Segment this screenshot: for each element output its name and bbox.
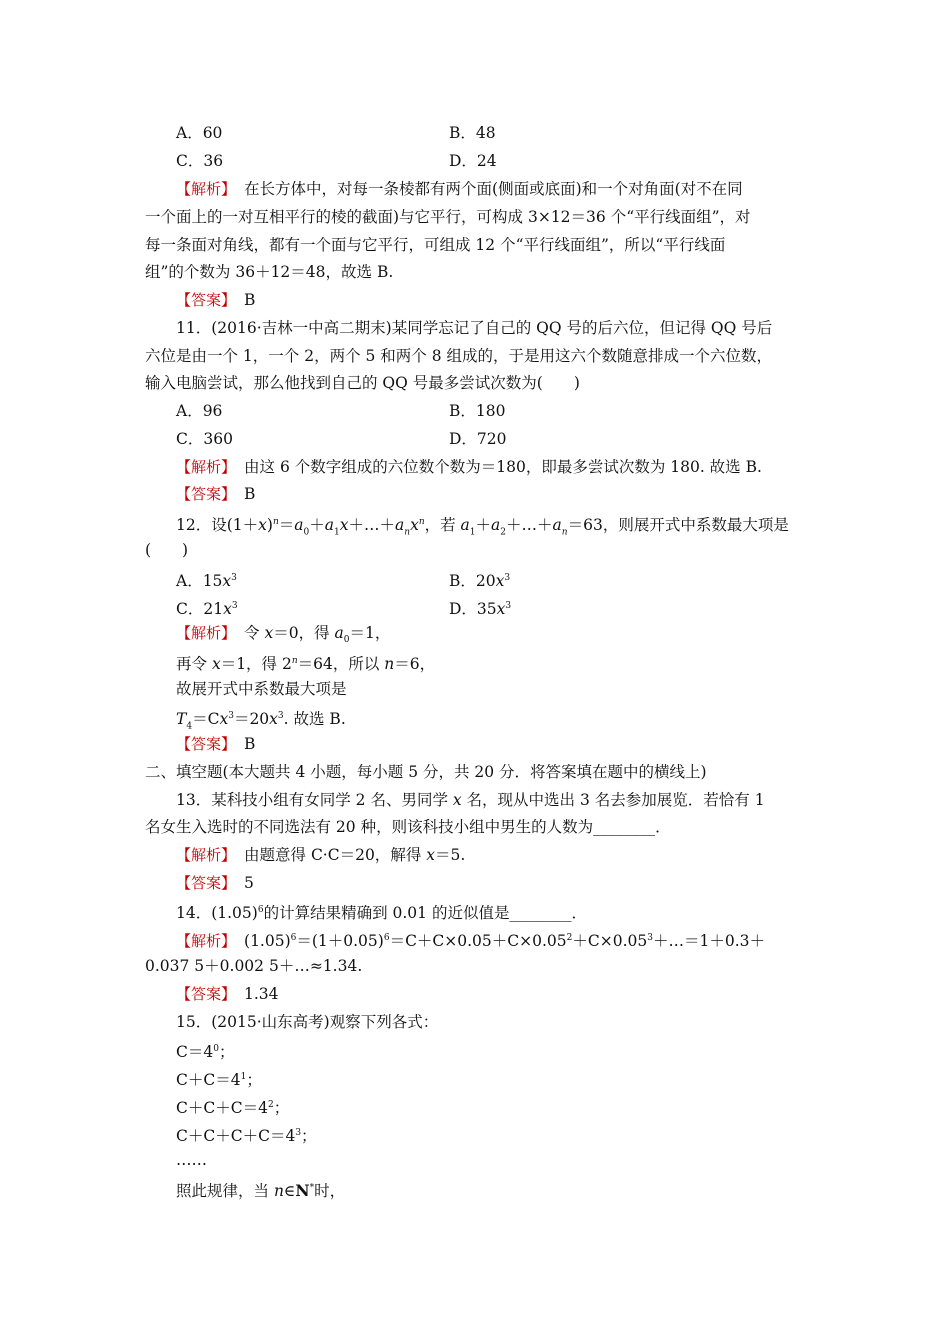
formula-line: $C+C+C=4^2$；	[176, 1099, 290, 1118]
question-stem: 六位是由一个 1，一个 2，两个 5 和两个 8 组成的，于是用这六个数随意排成一个六位数，	[145, 347, 773, 365]
analysis-tag: 【解析】	[176, 846, 229, 864]
analysis-tag: 【解析】	[176, 624, 229, 642]
analysis-line: 一个面上的一对互相平行的棱的截面)与它平行，可构成 3×12＝36 个“平行线面组”，对	[145, 208, 751, 226]
option-a: A．60	[176, 124, 223, 142]
option-d: D．720	[449, 430, 507, 448]
analysis-line: 再令 x＝1，得 $2^n=64$，所以 n＝6，	[176, 655, 436, 674]
analysis-tag: 【解析】	[176, 458, 229, 476]
answer-line: 【答案】 1.34	[176, 985, 279, 1003]
analysis-line: 【解析】 $(1.05)^6=(1+0.05)^6=C+C\times 0.05+C\times 0.05^2+C\times 0.05^3+\dots=1+0.3+$	[176, 932, 765, 951]
question-stem: 名女生入选时的不同选法有 20 种，则该科技小组中男生的人数为________．	[145, 818, 671, 836]
analysis-line: 组”的个数为 36＋12＝48，故选 B.	[145, 263, 394, 281]
option-b: B．180	[449, 402, 506, 420]
answer-tag: 【答案】	[176, 985, 229, 1003]
answer-line: 【答案】 5	[176, 874, 254, 892]
option-a: A．$15x^3$	[176, 572, 237, 591]
question-stem: 15．(2015·山东高考)观察下列各式：	[176, 1013, 439, 1031]
option-d: D．24	[449, 152, 497, 170]
analysis-tag: 【解析】	[176, 932, 229, 951]
formula-line: $C=4^0$；	[176, 1043, 235, 1062]
formula-line: $C+C=4^1$；	[176, 1071, 262, 1090]
option-b: B．$20x^3$	[449, 572, 511, 591]
option-c: C．36	[176, 152, 224, 170]
ellipsis: ……	[176, 1151, 207, 1169]
answer-tag: 【答案】	[176, 291, 229, 309]
question-stem: 14．$(1.05)^6$的计算结果精确到 0.01 的近似值是________．	[176, 904, 587, 923]
question-stem: 12．设$(1+x)^n=a_0+a_1x+\dots+a_nx^n$，若 $a_1+a_2+\dots+a_n=63$，则展开式中系数最大项是	[176, 516, 789, 538]
analysis-line: 每一条面对角线，都有一个面与它平行，可组成 12 个“平行线面组”，所以“平行线面	[145, 236, 726, 254]
answer-tag: 【答案】	[176, 735, 229, 753]
analysis-line: 0.037 5＋0.002 5＋…≈1.34.	[145, 957, 363, 975]
answer-line: 【答案】 B	[176, 291, 256, 309]
option-d: D．$35x^3$	[449, 600, 512, 619]
analysis-tag: 【解析】	[176, 180, 229, 198]
option-a: A．96	[176, 402, 223, 420]
formula-line: $C+C+C+C=4^3$；	[176, 1127, 317, 1146]
question-stem: ( )	[145, 541, 189, 559]
question-stem: 输入电脑尝试，那么他找到自己的 QQ 号最多尝试次数为( )	[145, 374, 580, 392]
analysis-line: 【解析】 由这 6 个数字组成的六位数个数为＝180，即最多尝试次数为 180. 故选 B.	[176, 458, 762, 476]
analysis-line: $T_4=Cx^3=20x^3$. 故选 B.	[176, 710, 346, 732]
option-b: B．48	[449, 124, 496, 142]
answer-tag: 【答案】	[176, 485, 229, 503]
question-stem: 照此规律，当 n∈N*时，	[176, 1181, 346, 1201]
question-stem: 13．某科技小组有女同学 2 名、男同学 x 名，现从中选出 3 名去参加展览．若恰有 1	[176, 791, 765, 809]
analysis-line: 【解析】 令 x＝0，得 $a_0=1$，	[176, 624, 391, 646]
analysis-line: 【解析】 由题意得 C·C＝20，解得 x＝5.	[176, 846, 466, 864]
analysis-line: 故展开式中系数最大项是	[176, 680, 347, 698]
answer-line: 【答案】 B	[176, 735, 256, 753]
question-stem: 11．(2016·吉林一中高二期末)某同学忘记了自己的 QQ 号的后六位，但记得 QQ 号后	[176, 319, 773, 337]
section-heading: 二、填空题(本大题共 4 小题，每小题 5 分，共 20 分．将答案填在题中的横线上)	[145, 763, 707, 781]
answer-line: 【答案】 B	[176, 485, 256, 503]
option-c: C．$21x^3$	[176, 600, 238, 619]
analysis-line: 【解析】 在长方体中，对每一条棱都有两个面(侧面或底面)和一个对角面(对不在同	[176, 180, 743, 198]
answer-tag: 【答案】	[176, 874, 229, 892]
option-c: C．360	[176, 430, 233, 448]
